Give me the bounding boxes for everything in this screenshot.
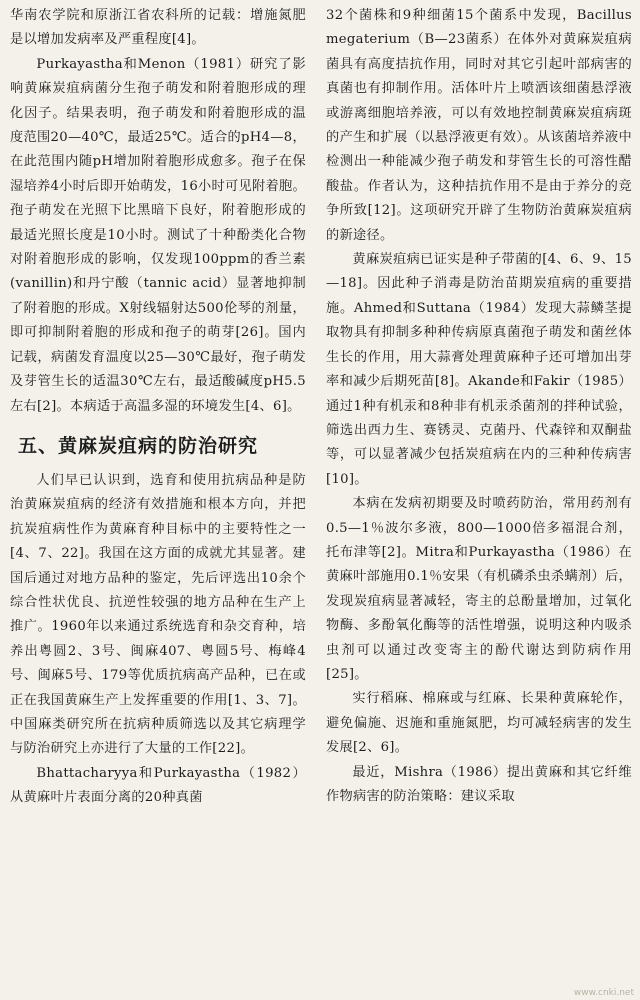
section-title: 五、黄麻炭疽病的防治研究 [18, 434, 259, 457]
paragraph-seed-treatment: 黄麻炭疽病已证实是种子带菌的[4、6、9、15—18]。因此种子消毒是防治苗期炭疽病的重要措施。Ahmed和Suttana（1984）发现大蒜鳞茎提取物具有抑制多种种传病原真菌孢子萌发和菌丝体生长的作用，用大蒜膏处理黄麻种子还可增加出芽率和减少后期死苗[8]。Akande和Fakir（1985）通过1种有机汞和8种非有机汞杀菌剂的拌种试验，筛选出西力生、赛锈灵、克菌丹、代森锌和双酮盐等，可以显著减少包括炭疽病在内的三种种传病害[10]。 [326, 252, 632, 487]
paragraph-bacillus: 32个菌株和9种细菌15个菌系中发现，Bacillus megaterium（B—23菌系）在体外对黄麻炭疽病菌具有高度拮抗作用，同时对其它引起叶部病害的真菌也有抑制作用。活体叶片上喷洒该细菌悬浮液或游离细胞培养液，可以有效地控制黄麻炭疽病斑的产生和扩展（以悬浮液更有效）。从该菌培养液中检测出一种能减少孢子萌发和芽管生长的可溶性醋酸盐。作者认为，这种拮抗作用不是由于养分的竞争所致[12]。这项研究开辟了生物防治黄麻炭疽病的新途径。 [326, 8, 632, 243]
paragraph-rotation: 实行稻麻、棉麻或与红麻、长果种黄麻轮作，避免偏施、迟施和重施氮肥，均可减轻病害的发生发展[2、6]。 [326, 691, 632, 756]
paragraph-mishra: 最近，Mishra（1986）提出黄麻和其它纤维作物病害的防治策略：建议采取 [326, 764, 632, 804]
paragraph-spraying: 本病在发病初期要及时喷药防治，常用药剂有0.5—1％波尔多液，800—1000倍多福混合剂，托布津等[2]。Mitra和Purkayastha（1986）在黄麻叶部施用0.1％安果（有机磷杀虫杀螨剂）后，发现炭疽病显著减轻，寄主的总酚量增加，过氧化物酶、多酚氧化酶等的活性增强，说明这种内吸杀虫剂可以通过改变寄主的酚代谢达到防病作用[25]。 [326, 496, 632, 682]
paragraph-purkayastha-menon: Purkayastha和Menon（1981）研究了影响黄麻炭疽病菌分生孢子萌发和附着胞形成的理化因子。结果表明，孢子萌发和附着胞形成的温度范围20—40℃，最适25℃。适合的pH4—8，在此范围内随pH增加附着胞形成愈多。孢子在保湿培养4小时后即开始萌发，16小时可见附着胞。孢子萌发在光照下比黑暗下良好，附着胞形成的最适光照长度是10小时。测试了十种酚类化合物对附着胞形成的影响，仅发现100ppm的香兰素(vanillin)和丹宁酸（tannic acid）显著地抑制了附着胞的形成。X射线辐射达500伦琴的剂量，即可抑制附着胞的形成和孢子的萌芽[26]。国内记载，病菌发育温度以25—30℃最好，孢子萌发及芽管生长的适温30℃左右，最适酸碱度pH5.5左右[2]。本病适于高温多湿的环境发生[4、6]。 [10, 56, 306, 414]
paragraph-resistant-varieties: 人们早已认识到，选育和使用抗病品种是防治黄麻炭疽病的经济有效措施和根本方向，并把抗炭疽病性作为黄麻育种目标中的主要特性之一[4、7、22]。我国在这方面的成就尤其显著。建国后通过对地方品种的鉴定，先后评选出10余个综合性状优良、抗逆性较强的地方品种在生产上推广。1960年以来通过系统选育和杂交育种，培养出粤圆2、3号、闽麻407、粤圆5号、梅峰4号、闽麻5号、179等优质抗病高产品种，已在或正在我国黄麻生产上发挥重要的作用[1、3、7]。中国麻类研究所在抗病种质筛选以及其它病理学与防治研究上亦进行了大量的工作[22]。 [10, 472, 306, 757]
watermark-text: www.cnki.net [573, 988, 634, 998]
left-column [10, 4, 306, 1000]
right-column [326, 4, 632, 1000]
paragraph-bhattacharyya: Bhattacharyya和Purkayastha（1982）从黄麻叶片表面分离的20种真菌 [10, 765, 306, 806]
paragraph-nitrogen-note: 华南农学院和原浙江省农科所的记载：增施氮肥是以增加发病率及严重程度[4]。 [10, 8, 306, 48]
